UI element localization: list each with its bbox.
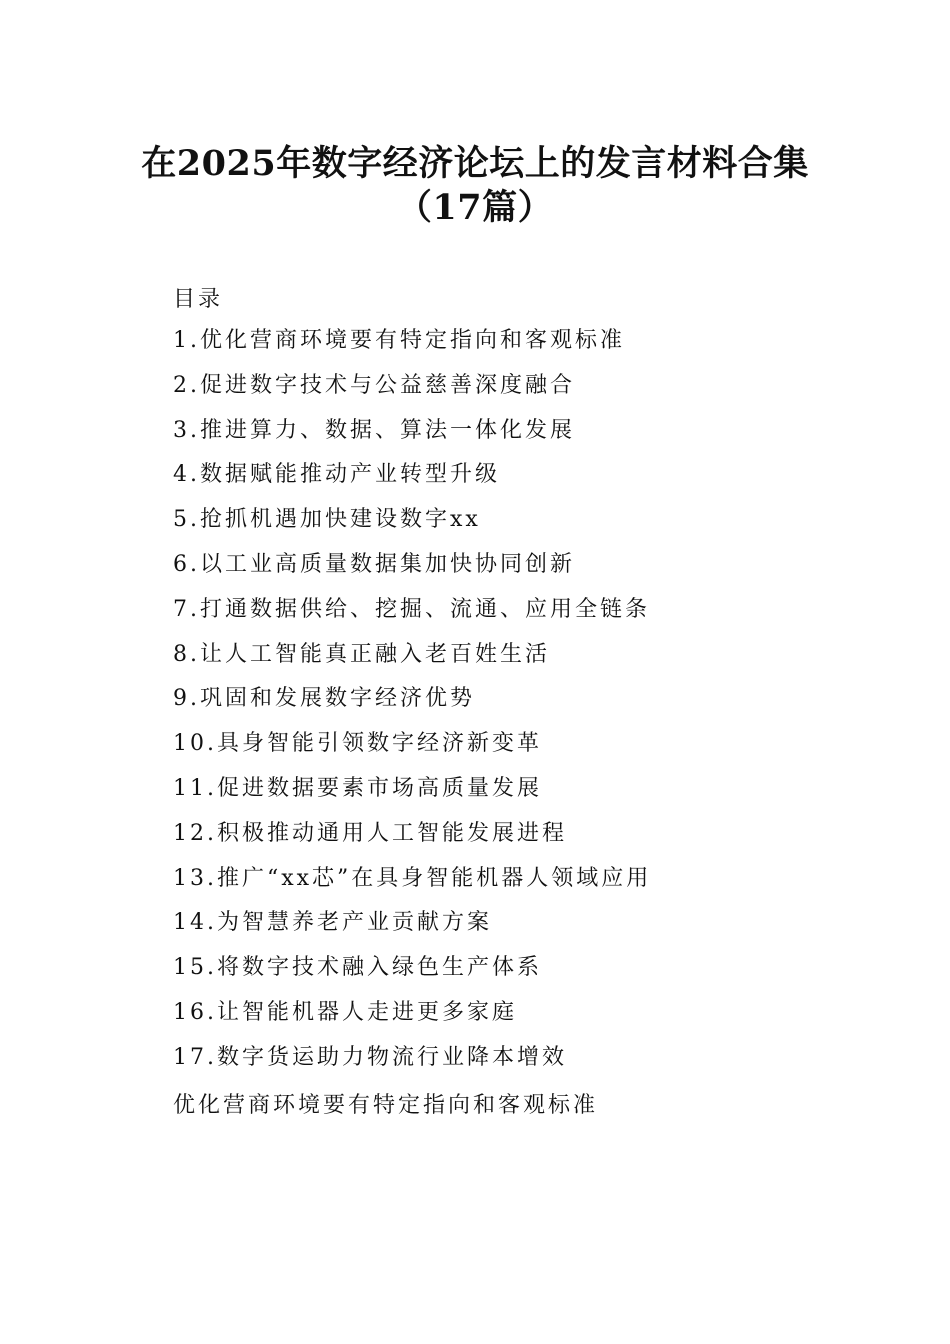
toc-heading: 目录 bbox=[173, 287, 224, 312]
toc-item: 14.为智慧养老产业贡献方案 bbox=[173, 910, 492, 936]
toc-item: 4.数据赋能推动产业转型升级 bbox=[173, 462, 500, 488]
toc-item: 12.积极推动通用人工智能发展进程 bbox=[173, 820, 567, 846]
toc-item: 16.让智能机器人走进更多家庭 bbox=[173, 999, 517, 1025]
toc-item: 6.以工业高质量数据集加快协同创新 bbox=[173, 551, 575, 577]
toc-item: 10.具身智能引领数字经济新变革 bbox=[173, 731, 542, 757]
toc-item: 11.促进数据要素市场高质量发展 bbox=[173, 775, 542, 801]
toc-item: 8.让人工智能真正融入老百姓生活 bbox=[173, 641, 550, 667]
document-title: 在2025年数字经济论坛上的发言材料合集 bbox=[141, 143, 809, 184]
toc-item: 9.巩固和发展数字经济优势 bbox=[173, 686, 475, 712]
document-title-count: （17篇） bbox=[396, 187, 554, 228]
first-article-title: 优化营商环境要有特定指向和客观标准 bbox=[173, 1093, 599, 1118]
toc-item: 2.促进数字技术与公益慈善深度融合 bbox=[173, 372, 575, 398]
toc-item: 5.抢抓机遇加快建设数字xx bbox=[173, 507, 481, 533]
toc-item: 3.推进算力、数据、算法一体化发展 bbox=[173, 417, 575, 443]
toc-item: 13.推广“xx芯”在具身智能机器人领域应用 bbox=[173, 865, 652, 891]
toc-list bbox=[173, 326, 651, 1088]
toc-item: 17.数字货运助力物流行业降本增效 bbox=[173, 1044, 567, 1070]
toc-item: 1.优化营商环境要有特定指向和客观标准 bbox=[173, 328, 625, 353]
toc-item: 15.将数字技术融入绿色生产体系 bbox=[173, 955, 542, 981]
toc-item: 7.打通数据供给、挖掘、流通、应用全链条 bbox=[173, 596, 650, 622]
